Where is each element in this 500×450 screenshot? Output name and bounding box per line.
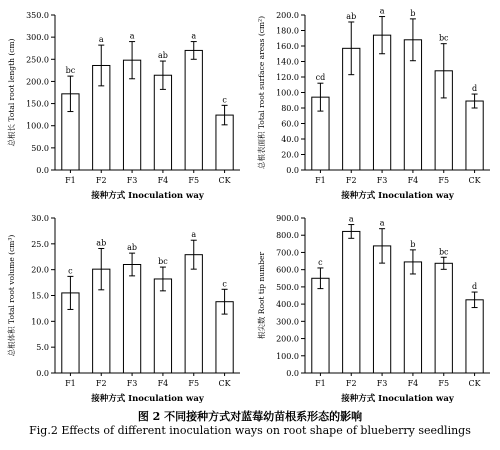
y-axis-label: 总根长 Total root length (cm) — [7, 38, 16, 147]
figure-caption-chinese: 图 2 不同接种方式对蓝莓幼苗根系形态的影响 — [137, 410, 363, 423]
y-tick-label: 0.0 — [286, 166, 299, 175]
x-tick-label: F3 — [126, 379, 138, 388]
significance-letter: c — [318, 257, 323, 267]
significance-letter: a — [129, 31, 135, 41]
y-tick-label: 20.0 — [281, 150, 299, 160]
x-tick-label: F1 — [65, 176, 76, 185]
significance-letter: b — [410, 8, 416, 18]
x-tick-label: F2 — [95, 176, 107, 185]
y-tick-label: 30.0 — [31, 214, 49, 223]
y-tick-label: 300.0 — [26, 33, 49, 43]
significance-letter: a — [379, 218, 385, 228]
x-tick-label: F1 — [315, 379, 326, 388]
significance-letter: a — [379, 6, 385, 16]
significance-letter: a — [191, 230, 197, 240]
x-tick-label: F2 — [95, 379, 107, 388]
x-tick-label: F4 — [157, 176, 169, 185]
significance-letter: a — [98, 35, 104, 45]
y-tick-label: 120.0 — [276, 73, 299, 82]
y-tick-label: 100.0 — [276, 88, 299, 98]
y-tick-label: 400.0 — [276, 300, 299, 310]
y-tick-label: 150.0 — [26, 99, 49, 109]
significance-letter: ab — [96, 238, 107, 248]
x-tick-label: F1 — [315, 176, 326, 185]
y-tick-label: 700.0 — [276, 248, 299, 258]
y-tick-label: 100.0 — [26, 121, 49, 131]
y-tick-label: 350.0 — [26, 11, 49, 20]
y-tick-label: 5.0 — [36, 343, 49, 353]
significance-letter: d — [472, 282, 478, 292]
significance-letter: a — [191, 31, 197, 41]
total-root-length-chart — [0, 0, 250, 205]
x-tick-label: F4 — [407, 379, 419, 388]
bar — [185, 50, 202, 170]
x-tick-label: F2 — [345, 176, 357, 185]
x-tick-label: CK — [218, 379, 231, 388]
x-tick-label: F2 — [345, 379, 357, 388]
bar — [435, 263, 452, 373]
x-tick-label: CK — [468, 379, 481, 388]
y-tick-label: 50.0 — [31, 143, 49, 153]
significance-letter: c — [68, 266, 73, 276]
y-tick-label: 300.0 — [276, 317, 299, 327]
y-tick-label: 250.0 — [26, 55, 49, 65]
y-axis-label: 总根体积 Total root volume (cm³) — [7, 234, 16, 357]
y-axis-label: 总根表面积 Total root surface areas (cm²) — [257, 15, 266, 170]
significance-letter: bc — [438, 33, 449, 43]
x-tick-label: F4 — [407, 176, 419, 185]
y-tick-label: 500.0 — [276, 282, 299, 292]
y-tick-label: 600.0 — [276, 265, 299, 275]
significance-letter: c — [222, 279, 227, 289]
x-tick-label: CK — [218, 176, 231, 185]
bar — [343, 231, 360, 373]
y-tick-label: 0.0 — [36, 369, 49, 378]
significance-letter: c — [222, 95, 227, 105]
y-tick-label: 200.0 — [276, 334, 299, 344]
x-tick-label: F5 — [438, 176, 450, 185]
bar — [373, 35, 390, 170]
significance-letter: a — [348, 214, 354, 224]
root-tip-number-chart — [250, 203, 500, 408]
y-tick-label: 15.0 — [31, 291, 49, 301]
y-tick-label: 80.0 — [281, 104, 299, 113]
y-tick-label: 25.0 — [31, 239, 49, 249]
x-axis-label: 接种方式 Inoculation way — [341, 394, 454, 404]
x-tick-label: CK — [468, 176, 481, 185]
x-tick-label: F4 — [157, 379, 169, 388]
significance-letter: ab — [157, 51, 168, 61]
x-tick-label: F3 — [376, 379, 388, 388]
y-tick-label: 20.0 — [31, 265, 49, 275]
y-tick-label: 800.0 — [276, 231, 299, 241]
x-tick-label: F5 — [438, 379, 450, 388]
bar — [373, 246, 390, 373]
significance-letter: ab — [127, 243, 138, 253]
significance-letter: bc — [158, 257, 168, 267]
y-tick-label: 160.0 — [276, 42, 299, 51]
y-tick-label: 200.0 — [26, 77, 49, 87]
y-tick-label: 100.0 — [276, 351, 299, 361]
total-root-surface-area-chart — [250, 0, 500, 205]
y-tick-label: 10.0 — [31, 317, 49, 327]
significance-letter: b — [410, 239, 416, 249]
x-axis-label: 接种方式 Inoculation way — [341, 191, 454, 201]
bar — [404, 262, 421, 373]
x-tick-label: F3 — [126, 176, 138, 185]
y-tick-label: 0.0 — [286, 369, 299, 378]
x-tick-label: F5 — [188, 379, 200, 388]
x-tick-label: F3 — [376, 176, 388, 185]
y-tick-label: 0.0 — [36, 166, 49, 175]
bar — [154, 279, 171, 373]
y-tick-label: 140.0 — [276, 57, 299, 67]
y-tick-label: 900.0 — [276, 214, 299, 223]
x-axis-label: 接种方式 Inoculation way — [91, 394, 204, 404]
significance-letter: bc — [65, 66, 76, 76]
bar — [123, 265, 140, 374]
significance-letter: cd — [315, 73, 326, 83]
significance-letter: bc — [438, 247, 449, 257]
bar — [185, 255, 202, 373]
bar — [466, 300, 483, 373]
bar — [466, 101, 483, 170]
y-axis-label: 根尖数 Root tip number — [257, 251, 266, 340]
x-tick-label: F5 — [188, 176, 200, 185]
y-tick-label: 60.0 — [281, 119, 299, 129]
y-tick-label: 180.0 — [276, 26, 299, 36]
x-tick-label: F1 — [65, 379, 76, 388]
figure-caption-english: Fig.2 Effects of different inoculation ways on root shape of blueberry seedlings — [29, 424, 471, 437]
y-tick-label: 200.0 — [276, 11, 299, 20]
bar — [312, 278, 329, 373]
x-axis-label: 接种方式 Inoculation way — [91, 191, 204, 201]
significance-letter: d — [472, 84, 478, 94]
y-tick-label: 40.0 — [281, 135, 299, 144]
total-root-volume-chart — [0, 203, 250, 408]
significance-letter: ab — [346, 11, 357, 21]
